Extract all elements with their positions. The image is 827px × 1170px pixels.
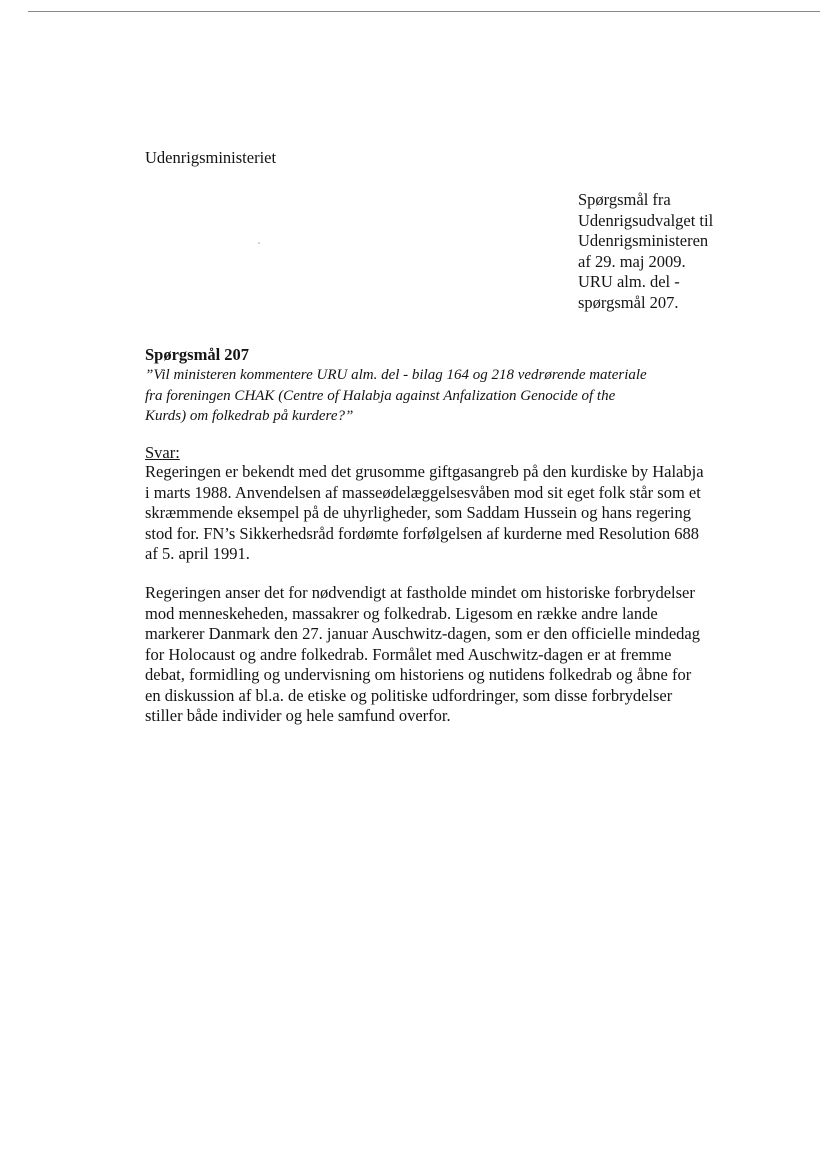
meta-line: URU alm. del -	[578, 272, 680, 291]
question-line: Kurds) om folkedrab på kurdere?”	[145, 408, 354, 424]
question-line: ”Vil ministeren kommentere URU alm. del - bilag 164 og 218 vedrørende materiale	[145, 367, 647, 383]
scan-speck	[258, 242, 260, 244]
paragraph-line: Regeringen er bekendt med det grusomme giftgasangreb på den kurdiske by Halabja	[145, 462, 704, 481]
paragraph-line: for Holocaust og andre folkedrab. Formålet med Auschwitz-dagen er at fremme	[145, 644, 672, 664]
paragraph-line: i marts 1988. Anvendelsen af masseødelæggelsesvåben mod sit eget folk står som et	[145, 482, 701, 502]
paragraph-line: af 5. april 1991.	[145, 544, 250, 563]
question-title: Spørgsmål 207	[145, 345, 250, 364]
paragraph-line: skræmmende eksempel på de uhyrligheder, som Saddam Hussein og hans regering	[145, 503, 692, 522]
question-meta-block	[578, 190, 713, 313]
paragraph-line: mod menneskeheden, massakrer og folkedrab. Ligesom en række andre lande	[145, 603, 658, 623]
meta-line: af 29. maj 2009.	[578, 251, 686, 271]
meta-line: Udenrigsudvalget til	[578, 210, 714, 230]
meta-line: spørgsmål 207.	[578, 292, 679, 312]
paragraph-line: markerer Danmark den 27. januar Auschwitz-dagen, som er den officielle mindedag	[145, 624, 700, 643]
question-text	[145, 365, 647, 427]
question-line: fra foreningen CHAK (Centre of Halabja against Anfalization Genocide of the	[145, 387, 616, 404]
paragraph-line: stiller både individer og hele samfund overfor.	[145, 706, 451, 725]
answer-label: Svar:	[145, 443, 180, 462]
top-rule	[28, 11, 820, 12]
paragraph-line: en diskussion af bl.a. de etiske og politiske udfordringer, som disse forbrydelser	[145, 685, 673, 705]
paragraph-line: debat, formidling og undervisning om historiens og nutidens folkedrab og åbne for	[145, 665, 692, 684]
meta-line: Udenrigsministeren	[578, 231, 709, 250]
ministry-name: Udenrigsministeriet	[145, 148, 277, 167]
meta-line: Spørgsmål fra	[578, 190, 671, 209]
answer-paragraph-1	[145, 462, 704, 565]
paragraph-line: Regeringen anser det for nødvendigt at fastholde mindet om historiske forbrydelser	[145, 583, 695, 602]
answer-paragraph-2	[145, 583, 700, 727]
paragraph-line: stod for. FN’s Sikkerhedsråd fordømte forfølgelsen af kurderne med Resolution 688	[145, 523, 700, 543]
